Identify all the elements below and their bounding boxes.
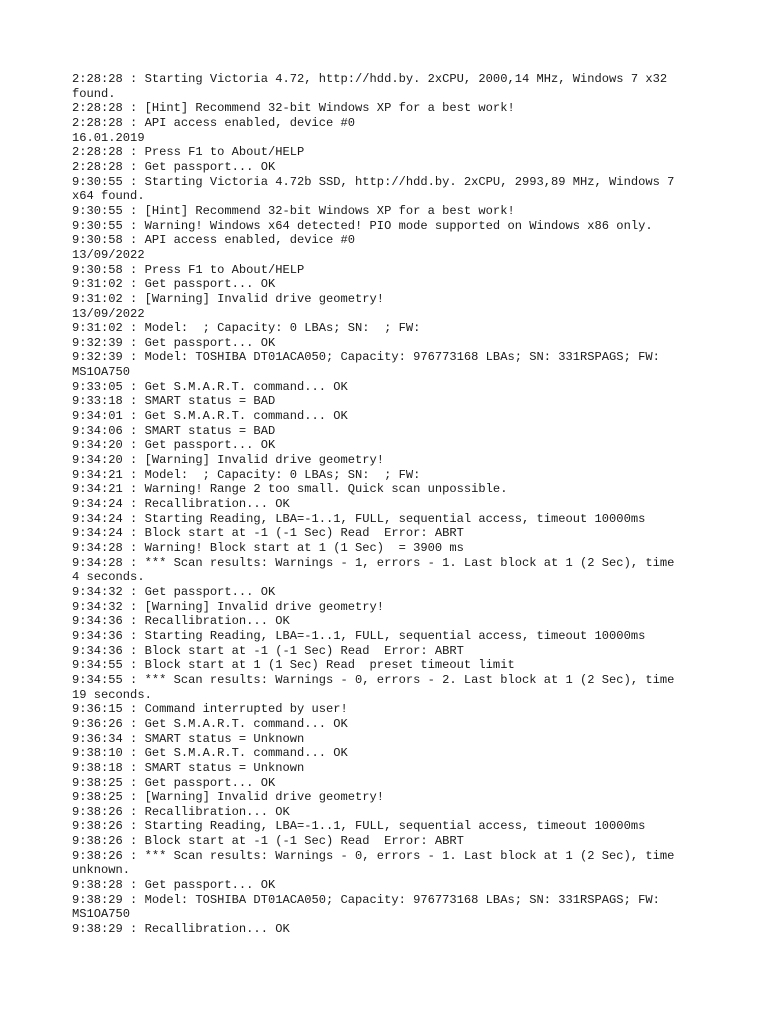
- log-line: 9:34:24 : Recallibration... OK: [72, 497, 290, 512]
- log-line: 9:36:15 : Command interrupted by user!: [72, 702, 348, 717]
- log-line: 9:38:28 : Get passport... OK: [72, 878, 276, 893]
- log-line: 2:28:28 : Press F1 to About/HELP: [72, 145, 305, 160]
- log-line: 9:34:20 : Get passport... OK: [72, 438, 276, 453]
- log-line: 13/09/2022: [72, 306, 145, 321]
- log-line: MS1OA750: [72, 907, 131, 922]
- log-line: 9:34:28 : Warning! Block start at 1 (1 Sec) = 3900 ms: [72, 541, 464, 555]
- log-line: 9:32:39 : Get passport... OK: [72, 335, 276, 350]
- log-line: 9:32:39 : Model: TOSHIBA DT01ACA050; Capacity: 976773168 LBAs; SN: 331RSPAGS; FW:: [72, 350, 660, 365]
- log-line: 9:34:36 : Block start at -1 (-1 Sec) Read Error: ABRT: [72, 643, 464, 658]
- log-line: found.: [72, 86, 116, 101]
- log-line: 9:34:55 : *** Scan results: Warnings - 0, errors - 2. Last block at 1 (2 Sec), time: [72, 672, 675, 687]
- log-line: 9:30:55 : Warning! Windows x64 detected! PIO mode supported on Windows x86 only.: [72, 218, 653, 233]
- log-line: 2:28:28 : API access enabled, device #0: [72, 115, 356, 130]
- log-line: 2:28:28 : [Hint] Recommend 32-bit Windows XP for a best work!: [72, 101, 515, 116]
- log-line: 9:38:26 : *** Scan results: Warnings - 0, errors - 1. Last block at 1 (2 Sec), time: [72, 848, 675, 863]
- log-line: 9:34:20 : [Warning] Invalid drive geometry!: [72, 453, 385, 468]
- log-line: 9:34:55 : Block start at 1 (1 Sec) Read preset timeout limit: [72, 658, 515, 673]
- log-line: 9:38:10 : Get S.M.A.R.T. command... OK: [72, 746, 348, 761]
- log-line: unknown.: [72, 863, 131, 878]
- log-line: 4 seconds.: [72, 570, 145, 585]
- log-line: 9:38:25 : [Warning] Invalid drive geometry!: [72, 790, 385, 805]
- log-line: 9:31:02 : Model: ; Capacity: 0 LBAs; SN: ; FW:: [72, 321, 421, 336]
- log-line: 9:33:05 : Get S.M.A.R.T. command... OK: [72, 379, 348, 394]
- log-line: 9:34:21 : Warning! Range 2 too small. Quick scan unpossible.: [72, 482, 508, 497]
- log-line: 9:36:34 : SMART status = Unknown: [72, 731, 305, 746]
- log-line: 9:34:24 : Starting Reading, LBA=-1..1, FULL, sequential access, timeout 10000ms: [72, 511, 646, 526]
- log-line: 9:34:21 : Model: ; Capacity: 0 LBAs; SN: ; FW:: [72, 467, 421, 482]
- log-line: 9:38:26 : Starting Reading, LBA=-1..1, FULL, sequential access, timeout 10000ms: [72, 819, 646, 834]
- log-line: 9:31:02 : Get passport... OK: [72, 277, 276, 292]
- log-line: 9:33:18 : SMART status = BAD: [72, 394, 276, 409]
- log-line: 9:38:29 : Recallibration... OK: [72, 922, 290, 937]
- log-line: 9:34:32 : [Warning] Invalid drive geometry!: [72, 599, 385, 614]
- log-line: 2:28:28 : Get passport... OK: [72, 159, 276, 174]
- log-line: 9:30:58 : API access enabled, device #0: [72, 233, 356, 248]
- log-line: 9:38:29 : Model: TOSHIBA DT01ACA050; Capacity: 976773168 LBAs; SN: 331RSPAGS; FW:: [72, 892, 660, 907]
- log-line: 9:34:36 : Recallibration... OK: [72, 614, 290, 629]
- log-line: 9:30:55 : Starting Victoria 4.72b SSD, http://hdd.by. 2xCPU, 2993,89 MHz, Windows 7: [72, 174, 675, 189]
- log-line: 9:34:06 : SMART status = BAD: [72, 423, 276, 438]
- log-line: 19 seconds.: [72, 687, 152, 702]
- log-line: 9:38:26 : Block start at -1 (-1 Sec) Read Error: ABRT: [72, 834, 464, 849]
- log-line: 9:38:25 : Get passport... OK: [72, 775, 276, 790]
- log-line: 2:28:28 : Starting Victoria 4.72, http://hdd.by. 2xCPU, 2000,14 MHz, Windows 7 x32: [72, 72, 668, 86]
- log-line: MS1OA750: [72, 365, 131, 380]
- log-line: 9:38:18 : SMART status = Unknown: [72, 760, 305, 775]
- log-line: 9:34:36 : Starting Reading, LBA=-1..1, FULL, sequential access, timeout 10000ms: [72, 628, 646, 643]
- log-line: 9:34:24 : Block start at -1 (-1 Sec) Read Error: ABRT: [72, 526, 464, 541]
- log-line: 9:36:26 : Get S.M.A.R.T. command... OK: [72, 716, 348, 731]
- log-line: 16.01.2019: [72, 130, 145, 145]
- log-line: 9:31:02 : [Warning] Invalid drive geometry!: [72, 291, 385, 306]
- log-line: 13/09/2022: [72, 247, 145, 262]
- log-line: x64 found.: [72, 189, 145, 204]
- log-line: 9:34:01 : Get S.M.A.R.T. command... OK: [72, 409, 348, 424]
- log-line: 9:34:32 : Get passport... OK: [72, 584, 276, 599]
- log-text: [72, 72, 712, 937]
- log-line: 9:34:28 : *** Scan results: Warnings - 1, errors - 1. Last block at 1 (2 Sec), time: [72, 555, 675, 570]
- log-line: 9:38:26 : Recallibration... OK: [72, 804, 290, 819]
- log-line: 9:30:58 : Press F1 to About/HELP: [72, 262, 305, 277]
- log-line: 9:30:55 : [Hint] Recommend 32-bit Windows XP for a best work!: [72, 203, 515, 218]
